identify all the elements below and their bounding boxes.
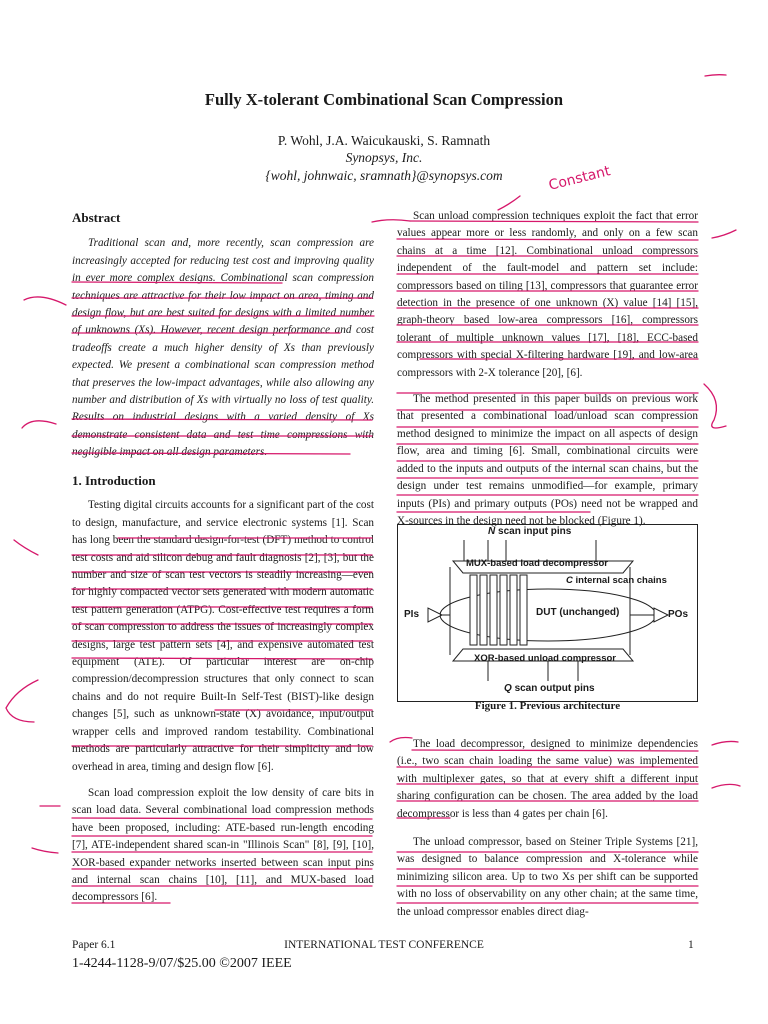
body-paragraph: The unload compressor, based on Steiner Triple Systems [21], was designed to balance compression and X-tolerance while minimizing silicon area. Up to two Xs per shift can be supported with no loss of observability on any other chain; at the same time, the unload compressor enables direct diag- [397, 836, 698, 918]
right-column-bottom [397, 736, 698, 921]
scan-input-pins-label: N scan input pins [488, 526, 572, 537]
pos-label: POs [668, 609, 689, 620]
compressor-label: XOR-based unload compressor [474, 653, 617, 664]
figure-1-diagram [397, 524, 698, 702]
handwritten-note: Constant [547, 163, 613, 194]
introduction-heading: 1. Introduction [72, 473, 156, 488]
footer-paper-number: Paper 6.1 [72, 939, 116, 951]
author-list: P. Wohl, J.A. Waicukauski, S. Ramnath [277, 133, 491, 148]
figure-caption: Figure 1. Previous architecture [474, 700, 621, 712]
internal-chains-label: C internal scan chains [566, 575, 667, 586]
abstract-section [72, 209, 374, 462]
right-column-top [397, 208, 698, 530]
introduction-section [72, 472, 374, 907]
abstract-heading: Abstract [72, 210, 121, 225]
footer-conference: INTERNATIONAL TEST CONFERENCE [284, 939, 484, 951]
footer-isbn: 1-4244-1128-9/07/$25.00 ©2007 IEEE [72, 956, 292, 971]
body-paragraph: The method presented in this paper builds on previous work that presented a combinational load/unload scan compression method designed to minimize the impact on all aspects of design flow, area and timing [6]. Small, combinational circuits were added to the inputs and outputs of the internal scan chains, but the design under test remains unmodified—for example, primary inputs (PIs) and primary outputs (POs) need not be wrapped and X-sources in the design need not be blocked (Figure 1). [397, 393, 698, 527]
pis-label: PIs [404, 609, 420, 620]
affiliation: Synopsys, Inc. [345, 150, 423, 165]
paper-title: Fully X-tolerant Combinational Scan Compression [204, 90, 564, 109]
intro-paragraph: Testing digital circuits accounts for a significant part of the cost to design, manufacture, and service electronic systems [1]. Scan has long been the standard design-for-test (DFT) method to control test costs and aid silicon debug and fault diagnosis [2], [3], but the number and size of scan test vectors is steadily increasing—even for highly compacted vector sets generated with modern automatic test pattern generation (ATPG). Cost-effective test requires a form of scan compression to address the issues of increasingly complex designs, large test pattern sets [4], and expensive automated test equipment (ATE). Of particular interest are on-chip compression/decompression structures that only connect to scan chains and do not require Built-In Self-Test (BIST)-like design changes [5], such as unknown-state (X) avoidance, input/output wrapper cells and improved random testability. Combinational methods are particularly attractive for their simplicity and low overhead in area, timing and design flow [6]. [72, 499, 374, 773]
intro-paragraph: Scan load compression exploit the low density of care bits in scan load data. Several combinational load compression methods have been proposed, including: ATE-based run-length encoding [7], ATE-independent shared scan-in "Illinois Scan" [8], [9], [10], XOR-based expander networks inserted between scan input pins and internal scan chains [10], [11], and MUX-based load decompressors [6]. [72, 786, 374, 904]
author-emails: {wohl, johnwaic, sramnath}@synopsys.com [265, 168, 503, 183]
abstract-text: Traditional scan and, more recently, scan compression are increasingly accepted for reducing test cost and improving quality in ever more complex designs. Combinational scan compression techniques are attractive for their low impact on area, timing and design flow, but are best suited for designs with a limited number of unknowns (Xs). However, recent design performance and cost tradeoffs create a much higher density of Xs than previously expected. We present a combinational scan compression method that preserves the low-impact advantages, while also allowing any number and distribution of Xs with virtually no loss of test quality. Results on industrial designs with a varied density of Xs demonstrate consistent data and test time compressions with negligible impact on all design parameters. [72, 237, 374, 459]
scan-output-pins-label: Q scan output pins [504, 683, 595, 694]
dut-label: DUT (unchanged) [536, 607, 620, 618]
decompressor-label: MUX-based load decompressor [466, 558, 609, 569]
footer-page-number: 1 [688, 939, 694, 951]
body-paragraph: Scan unload compression techniques exploit the fact that error values appear more or less randomly, and only on a few scan chains at a time [12]. Combinational unload compressors independent of the fault-model and pattern set include: compressors based on tiling [13], compressors that guarantee error detection in the presence of one unknown (X) value [14] [15], graph-theory based low-area compressors [16], compressors tolerant of multiple unknown values [17], [18], ECC-based compressors with special X-filtering hardware [19], and low-area compressors with 2-X tolerance [20], [6]. [397, 210, 698, 379]
body-paragraph: The load decompressor, designed to minimize dependencies (i.e., two scan chain loading the same value) was implemented with multiplexer gates, so that at every shift a different input sharing configuration can be chosen. The area added by the load decompressor is less than 4 gates per chain [6]. [397, 738, 698, 820]
